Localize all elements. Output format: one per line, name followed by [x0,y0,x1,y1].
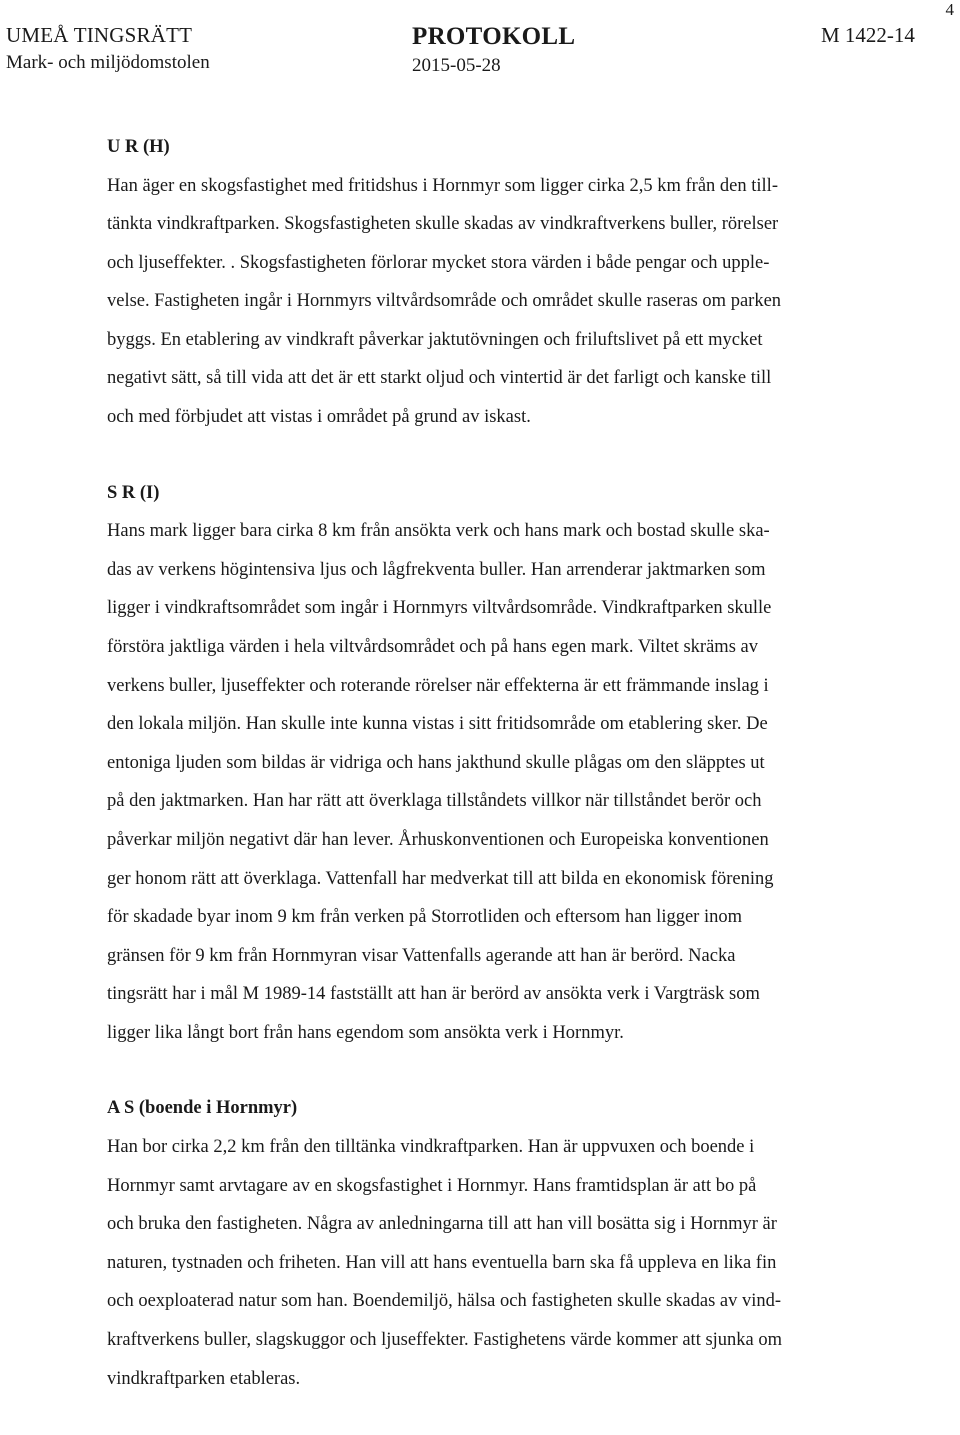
section-sr [107,474,942,1053]
text-line: velse. Fastigheten ingår i Hornmyrs viltvårdsområde och området skulle raseras om parken [107,291,782,312]
page-number: 4 [945,0,954,19]
text-line: verkens buller, ljuseffekter och roterande rörelser när effekterna är ett främmande inslag i [107,675,769,696]
text-line: tingsrätt har i mål M 1989-14 fastställt att han är berörd av ansökta verk i Vargträsk som [107,984,760,1005]
text-line: kraftverkens buller, slagskuggor och ljuseffekter. Fastighetens värde kommer att sjunka om [107,1329,783,1350]
text-line: tänkta vindkraftparken. Skogsfastigheten skulle skadas av vindkraftverkens buller, rörelser [107,214,779,235]
text-line: entoniga ljuden som bildas är vidriga och hans jakthund skulle plågas om den släpptes ut [107,752,765,773]
text-line: för skadade byar inom 9 km från verken på Storrotliden och eftersom han ligger inom [107,907,742,928]
document-body [107,128,942,1435]
section-as [107,1089,942,1398]
court-division: Mark- och miljödomstolen [6,52,210,73]
text-line: Hans mark ligger bara cirka 8 km från ansökta verk och hans mark och bostad skulle ska- [107,521,770,542]
court-name: UMEÅ TINGSRÄTT [6,23,193,47]
text-line: och med förbjudet att vistas i området på grund av iskast. [107,407,531,428]
text-line: gränsen för 9 km från Hornmyran visar Vattenfalls agerande att han är berörd. Nacka [107,945,736,966]
text-line: Han äger en skogsfastighet med fritidshus i Hornmyr som ligger cirka 2,5 km från den till- [107,175,778,196]
section-ur [107,128,942,437]
text-line: och ljuseffekter. . Skogsfastigheten förlorar mycket stora värden i både pengar och upple- [107,252,770,273]
text-line: byggs. En etablering av vindkraft påverkar jaktutövningen och friluftslivet på ett mycket [107,329,763,350]
text-line: ligger i vindkraftsområdet som ingår i Hornmyrs viltvårdsområde. Vindkraftparken skulle [107,598,772,619]
text-line: Hornmyr samt arvtagare av en skogsfastighet i Hornmyr. Hans framtidsplan är att bo på [107,1175,757,1196]
section-heading: S R (I) [107,482,160,503]
section-heading: U R (H) [107,137,170,157]
text-line: vindkraftparken etableras. [107,1368,301,1389]
text-line: ger honom rätt att överklaga. Vattenfall har medverkat till att bilda en ekonomisk förening [107,868,774,889]
document-header [6,22,926,82]
text-line: förstöra jaktliga värden i hela viltvårdsområdet och på hans egen mark. Viltet skräms av [107,636,758,657]
text-line: och bruka den fastigheten. Några av anledningarna till att han vill bosätta sig i Hornmyr är [107,1214,777,1235]
document-date: 2015-05-28 [412,55,501,76]
section-paragraph [107,512,942,1052]
section-heading: A S (boende i Hornmyr) [107,1098,298,1119]
text-line: ligger lika långt bort från hans egendom som ansökta verk i Hornmyr. [107,1022,624,1043]
text-line: den lokala miljön. Han skulle inte kunna vistas i sitt fritidsområde om etablering sker. De [107,714,768,735]
case-number: M 1422-14 [821,23,915,47]
text-line: Han bor cirka 2,2 km från den tilltänka vindkraftparken. Han är uppvuxen och boende i [107,1136,755,1157]
section-paragraph [107,167,942,437]
section-paragraph [107,1128,942,1398]
text-line: naturen, tystnaden och friheten. Han vill att hans eventuella barn ska få uppleva en lika fin [107,1252,777,1273]
document-type: PROTOKOLL [412,23,576,50]
text-line: das av verkens högintensiva ljus och lågfrekventa buller. Han arrenderar jaktmarken som [107,559,766,580]
text-line: på den jaktmarken. Han har rätt att överklaga tillståndets villkor när tillståndet berör och [107,791,762,812]
text-line: negativt sätt, så till vida att det är ett starkt oljud och vintertid är det farligt och kanske till [107,368,772,389]
text-line: påverkar miljön negativt där han lever. Århuskonventionen och Europeiska konventionen [107,829,769,850]
text-line: och oexploaterad natur som han. Boendemiljö, hälsa och fastigheten skulle skadas av vind- [107,1291,782,1312]
